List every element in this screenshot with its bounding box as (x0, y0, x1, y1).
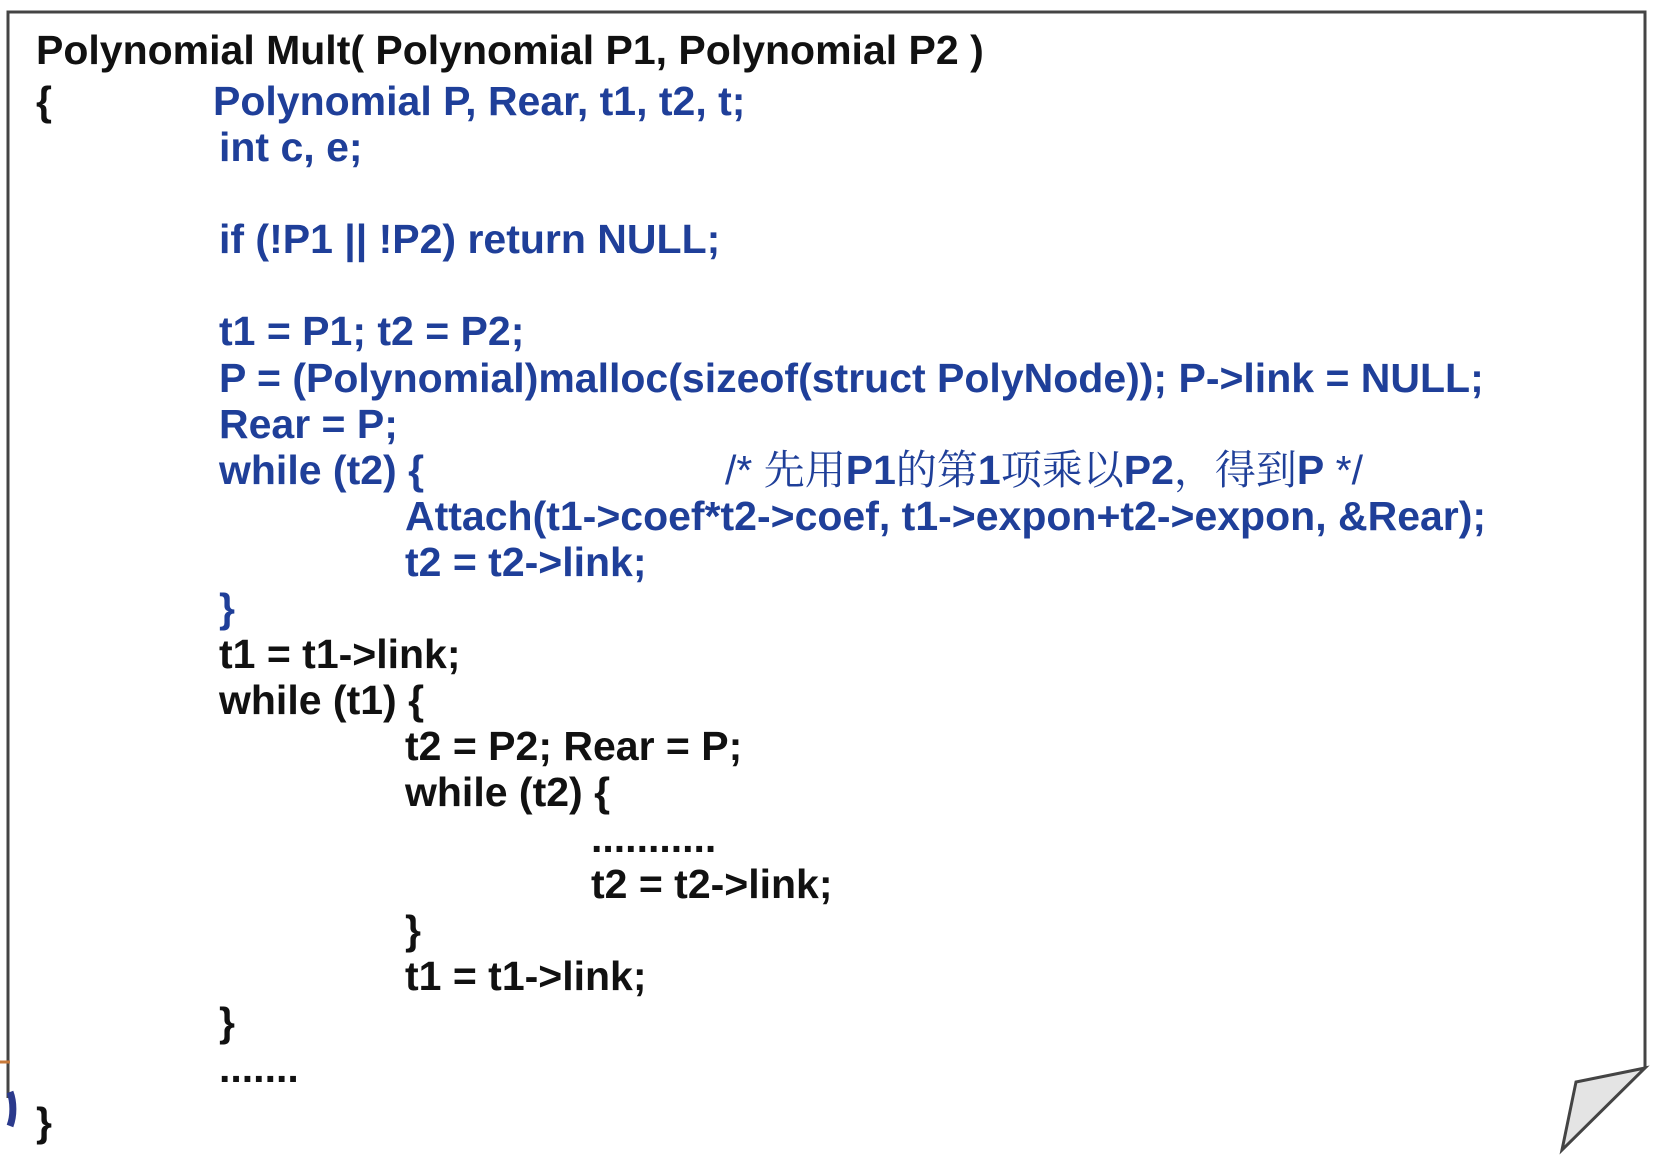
comment-zh-2: 的第 (895, 447, 978, 493)
reset-t2-rear: t2 = P2; Rear = P; (405, 723, 743, 769)
comment-close: */ (1324, 447, 1363, 493)
comment-open: /* (725, 447, 764, 493)
close-while-first: } (219, 585, 235, 631)
inner-ellipsis: ........... (591, 815, 717, 861)
comment-zh-3: 项乘以 (1000, 447, 1124, 493)
comment-one: 1 (977, 447, 1001, 493)
advance-t2-first: t2 = t2->link; (405, 539, 647, 585)
outer-ellipsis: ....... (219, 1045, 299, 1091)
malloc-statement: P = (Polynomial)malloc(sizeof(struct PolyNode)); P->link = NULL; (219, 355, 1484, 401)
comment-p: P (1296, 447, 1325, 493)
while-t1: while (t1) { (219, 677, 425, 723)
rear-assign-statement: Rear = P; (219, 401, 398, 447)
while-t2-first: while (t2) { (219, 447, 425, 493)
advance-t2-inner: t2 = t2->link; (591, 861, 833, 907)
advance-t1-first: t1 = t1->link; (219, 631, 461, 677)
int-declaration: int c, e; (219, 124, 363, 170)
code-comment (725, 447, 1363, 493)
close-while-t1: } (219, 999, 235, 1045)
comment-zh-4: ，得到 (1173, 447, 1297, 493)
comment-p2: P2 (1123, 447, 1174, 493)
function-signature: Polynomial Mult( Polynomial P1, Polynomial P2 ) (36, 27, 984, 73)
close-inner-while: } (405, 907, 421, 953)
close-brace: } (36, 1099, 52, 1145)
comment-p1: P1 (845, 447, 896, 493)
open-brace: { (36, 78, 52, 124)
while-t2-inner: while (t2) { (405, 769, 611, 815)
advance-t1-inner: t1 = t1->link; (405, 953, 647, 999)
init-t1-t2-statement: t1 = P1; t2 = P2; (219, 308, 525, 354)
variable-declaration: Polynomial P, Rear, t1, t2, t; (213, 78, 746, 124)
null-check-statement: if (!P1 || !P2) return NULL; (219, 216, 721, 262)
attach-call: Attach(t1->coef*t2->coef, t1->expon+t2->expon, &Rear); (405, 493, 1487, 539)
comment-zh-1: 先用 (763, 447, 846, 493)
